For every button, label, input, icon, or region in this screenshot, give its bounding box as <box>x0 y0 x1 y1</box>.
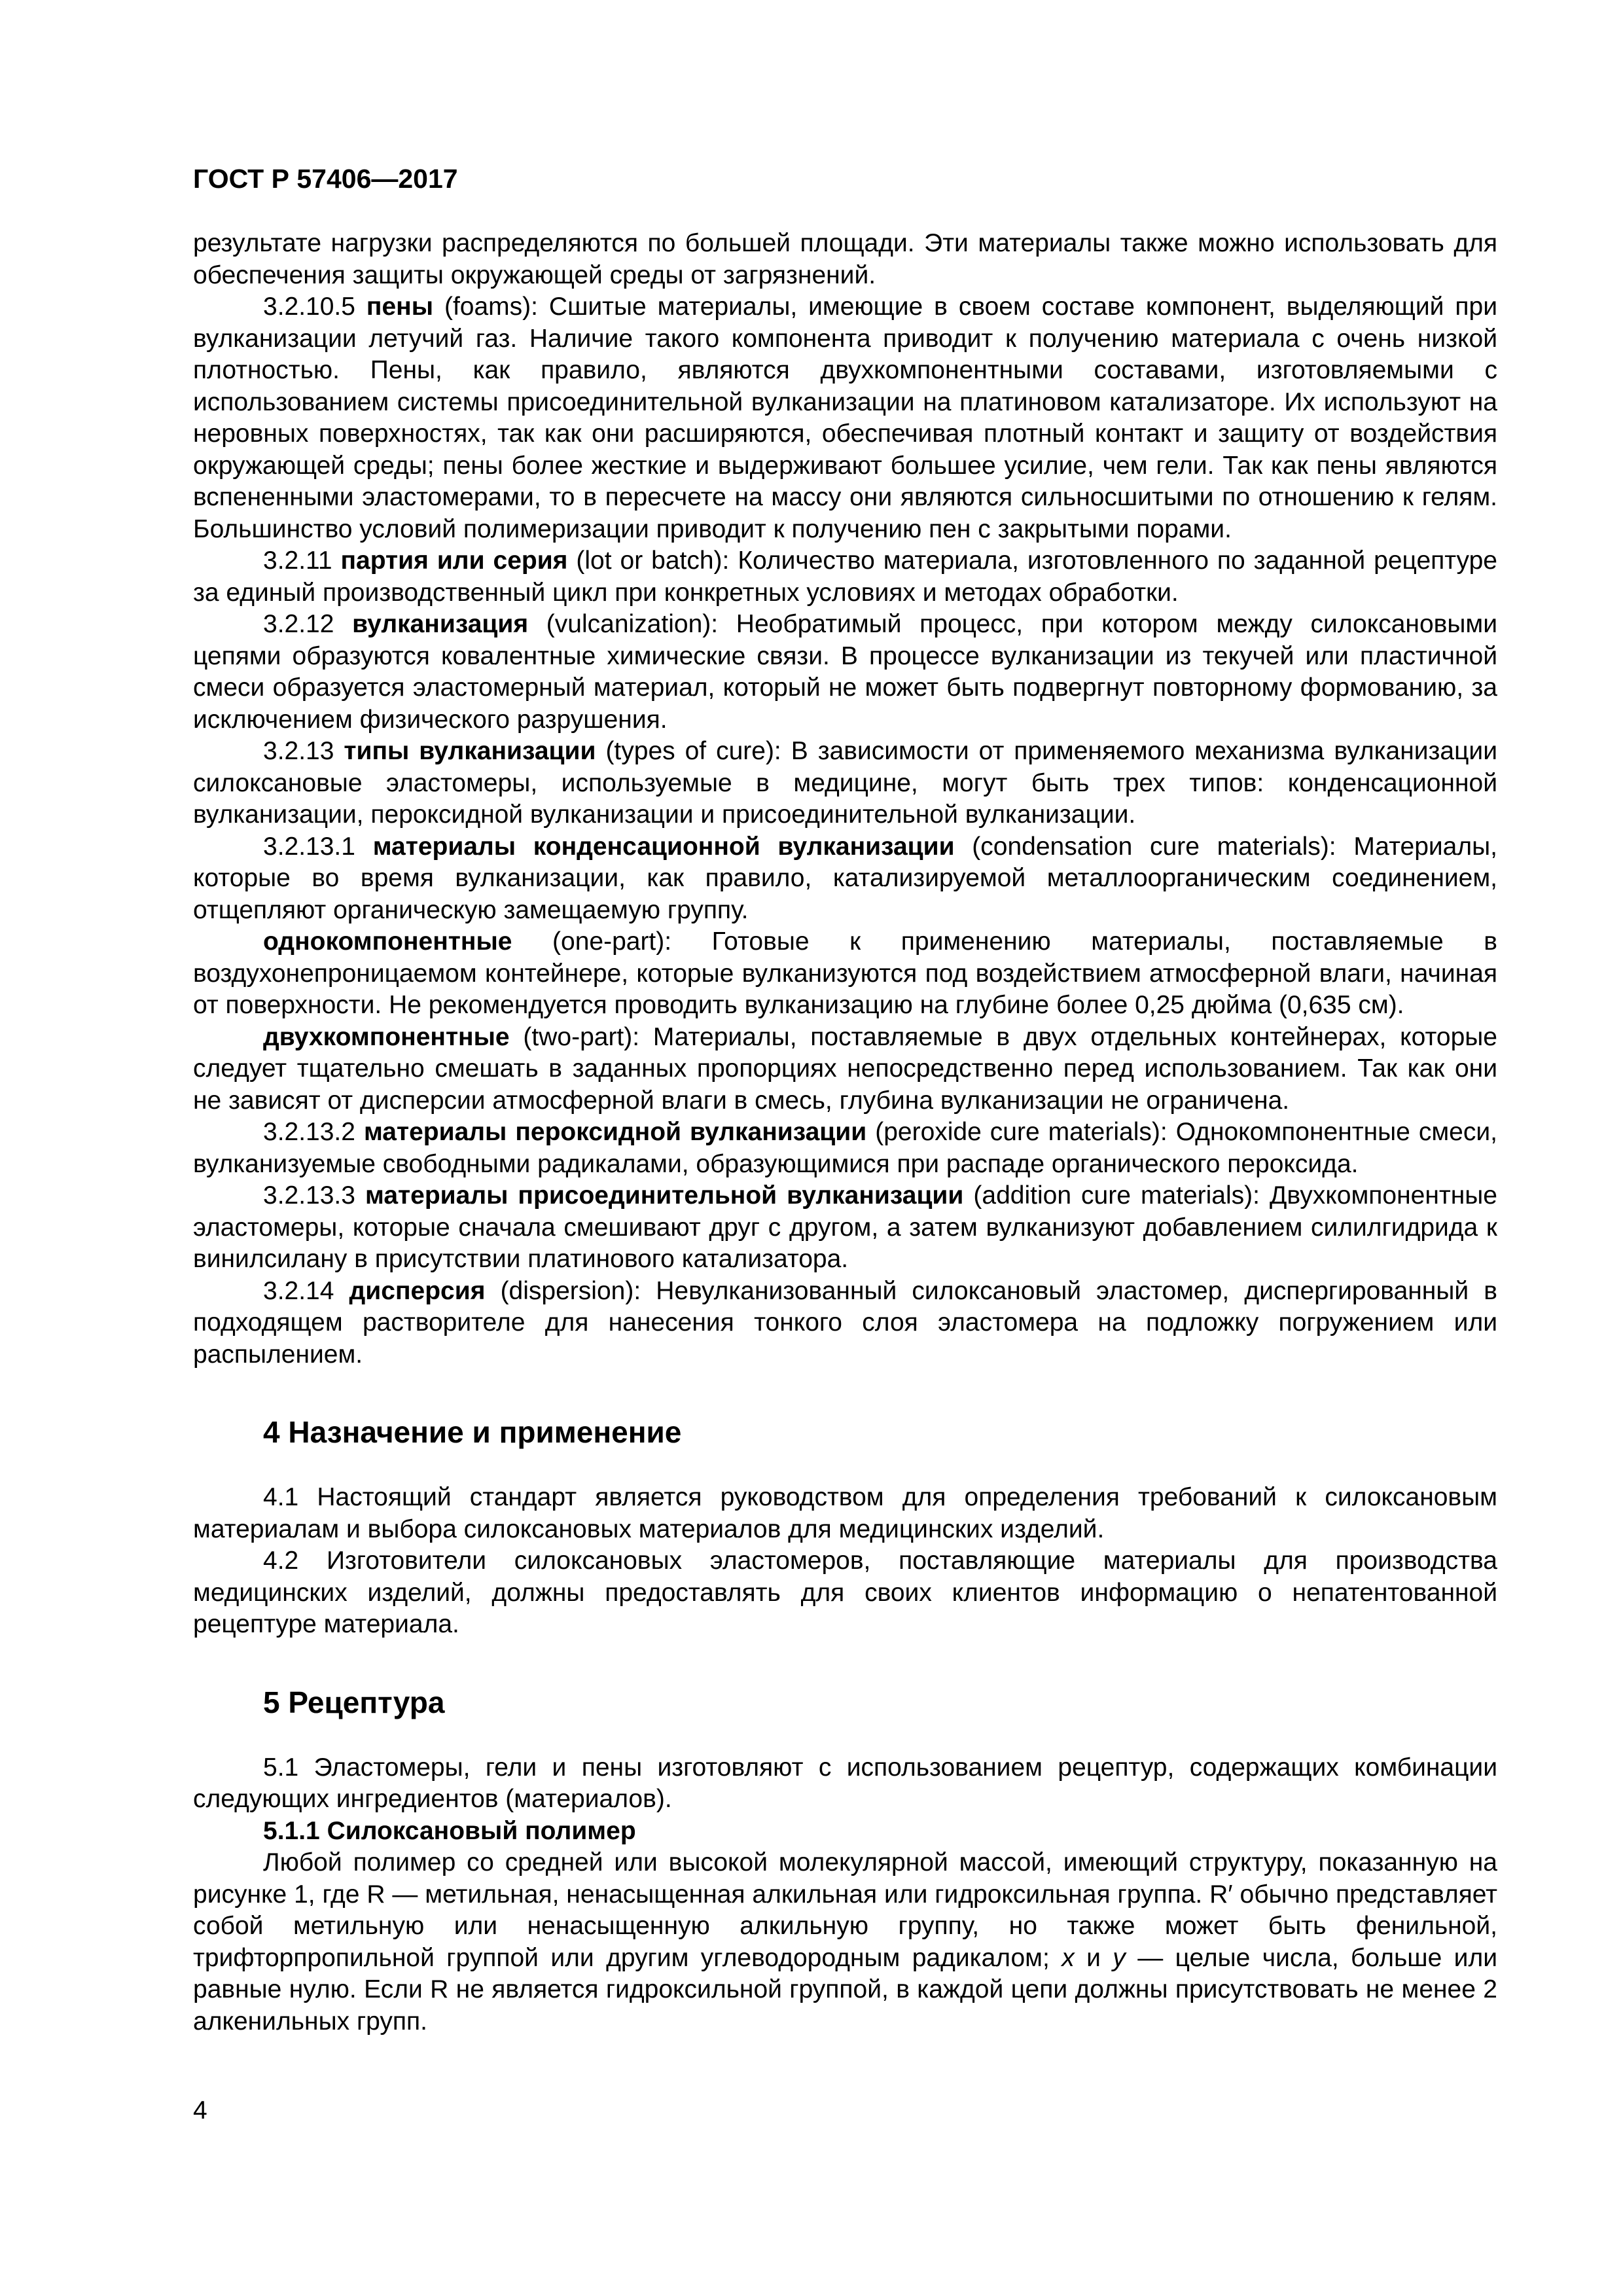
term: двухкомпонентные <box>263 1022 510 1051</box>
paragraph-text: Любой полимер со средней или высокой молекулярной массой, имеющий структуру, показанную на рисунке 1, где R — метильная, ненасыщенная алкильная или гидроксильная группа. R′ обычно представляет собой метильную или ненасыщенную алкильную группу, но также может быть фенильной, трифторпропильной группой или другим углеводородным радикалом; <box>193 1848 1497 1972</box>
definition-text: (condensation cure materials): Материалы, которые во время вулканизации, как правило, катализируемой металлоорганическим соединением, отщепляют органическую замещаемую группу. <box>193 832 1497 924</box>
definition-one-part <box>193 926 1497 1022</box>
term: типы вулканизации <box>344 737 596 765</box>
page-number: 4 <box>193 2096 207 2125</box>
section-4-heading: 4 Назначение и применение <box>263 1415 682 1449</box>
paragraph-continuation: результате нагрузки распределяются по большей площади. Эти материалы также можно использовать для обеспечения защиты окружающей среды от загрязнений. <box>193 229 1497 289</box>
definition-lot <box>193 545 1497 609</box>
definition-text: (foams): Сшитые материалы, имеющие в своем составе компонент, выделяющий при вулканизации летучий газ. Наличие такого компонента приводит к получению материала с очень низкой плотностью. Пены, как правило, являются двухкомпонентными составами, изготовляемыми с использованием системы присоединительной вулканизации на платиновом катализаторе. Их используют на неровных поверхностях, так как они расширяются, обеспечивая плотный контакт и защиту от воздействия окружающей среды; пены более жесткие и выдерживают большее усилие, чем гели. Так как пены являются вспененными эластомерами, то в пересчете на массу они являются сильносшитыми по отношению к гелям. Большинство условий полимеризации приводит к получению пен с закрытыми порами. <box>193 293 1497 543</box>
subsection-5-1-1-heading: 5.1.1 Силоксановый полимер <box>263 1816 636 1845</box>
definition-text: (peroxide cure materials): Однокомпонентные смеси, вулканизуемые свободными радикалами, образующимися при распаде органического пероксида. <box>193 1118 1497 1178</box>
term: материалы пероксидной вулканизации <box>363 1118 867 1146</box>
definition-text: (addition cure materials): Двухкомпонентные эластомеры, которые сначала смешивают друг с другом, а затем вулканизуют добавлением силилгидрида к винилсилану в присутствии платинового катализатора. <box>193 1181 1497 1273</box>
clause-number: 3.2.13 <box>263 737 334 765</box>
clause-number: 3.2.12 <box>263 610 334 638</box>
clause-number: 3.2.11 <box>263 547 332 575</box>
definition-text: (two-part): Материалы, поставляемые в двух отдельных контейнерах, которые следует тщательно смешать в заданных пропорциях непосредственно перед использованием. Так как они не зависят от дисперсии атмосферной влаги в смесь, глубина вулканизации не ограничена. <box>193 1022 1497 1115</box>
section-4-paragraph-2: 4.2 Изготовители силоксановых эластомеров, поставляющие материалы для производства медицинских изделий, должны предоставлять для своих клиентов информацию о непатентованной рецептуре материала. <box>193 1547 1497 1638</box>
definition-text: (vulcanization): Необратимый процесс, при котором между силоксановыми цепями образуются ковалентные химические связи. В процессе вулканизации из текучей или пластичной смеси образуется эластомерный материал, который не может быть подвергнут повторному формованию, за исключением физического разрушения. <box>193 610 1497 734</box>
term: материалы конденсационной вулканизации <box>372 832 955 861</box>
definition-condensation-cure <box>193 831 1497 927</box>
variable-x: x <box>1061 1943 1075 1972</box>
definition-addition-cure <box>193 1180 1497 1276</box>
document-code-header: ГОСТ Р 57406—2017 <box>193 164 458 194</box>
definition-peroxide-cure <box>193 1117 1497 1180</box>
term: партия или серия <box>340 547 568 575</box>
paragraph-text: — целые числа, больше или равные нулю. Если R не является гидроксильной группой, в каждой цепи должны присутствовать не менее 2 алкенильных групп. <box>193 1943 1497 2036</box>
clause-number: 3.2.13.1 <box>263 832 355 861</box>
clause-number: 3.2.10.5 <box>263 293 355 321</box>
definition-text: (dispersion): Невулканизованный силоксановый эластомер, диспергированный в подходящем растворителе для нанесения тонкого слоя эластомера на подложку погружением или распылением. <box>193 1276 1497 1369</box>
section-5-paragraph-1: 5.1 Эластомеры, гели и пены изготовляют с использованием рецептур, содержащих комбинации следующих ингредиентов (материалов). <box>193 1753 1497 1813</box>
section-5-paragraph-2 <box>193 1847 1497 2037</box>
body-text <box>193 228 1497 2037</box>
clause-number: 3.2.14 <box>263 1276 334 1305</box>
definition-text: (types of cure): В зависимости от применяемого механизма вулканизации силоксановые эластомеры, используемые в медицине, могут быть трех типов: конденсационной вулканизации, пероксидной вулканизации и присоединительной вулканизации. <box>193 737 1497 829</box>
definition-two-part <box>193 1022 1497 1117</box>
definition-vulcanization <box>193 609 1497 736</box>
definition-text: (one-part): Готовые к применению материалы, поставляемые в воздухонепроницаемом контейнере, которые вулканизуются под воздействием атмосферной влаги, начиная от поверхности. Не рекомендуется проводить вулканизацию на глубине более 0,25 дюйма (0,635 см). <box>193 927 1497 1019</box>
clause-number: 3.2.13.2 <box>263 1118 355 1146</box>
term: вулканизация <box>352 610 529 638</box>
term: пены <box>366 293 434 321</box>
section-4-paragraph-1: 4.1 Настоящий стандарт является руководством для определения требований к силоксановым материалам и выбора силоксановых материалов для медицинских изделий. <box>193 1483 1497 1543</box>
term: материалы присоединительной вулканизации <box>365 1181 964 1210</box>
definition-foams <box>193 291 1497 545</box>
variable-y: y <box>1113 1943 1126 1972</box>
definition-types-of-cure <box>193 736 1497 831</box>
clause-number: 3.2.13.3 <box>263 1181 355 1210</box>
section-5-heading: 5 Рецептура <box>263 1685 445 1719</box>
definition-dispersion <box>193 1276 1497 1371</box>
definition-text: (lot or batch): Количество материала, изготовленного по заданной рецептуре за единый производственный цикл при конкретных условиях и методах обработки. <box>193 547 1497 607</box>
term: однокомпонентные <box>263 927 512 956</box>
term: дисперсия <box>349 1276 486 1305</box>
paragraph-text: и <box>1074 1943 1113 1972</box>
